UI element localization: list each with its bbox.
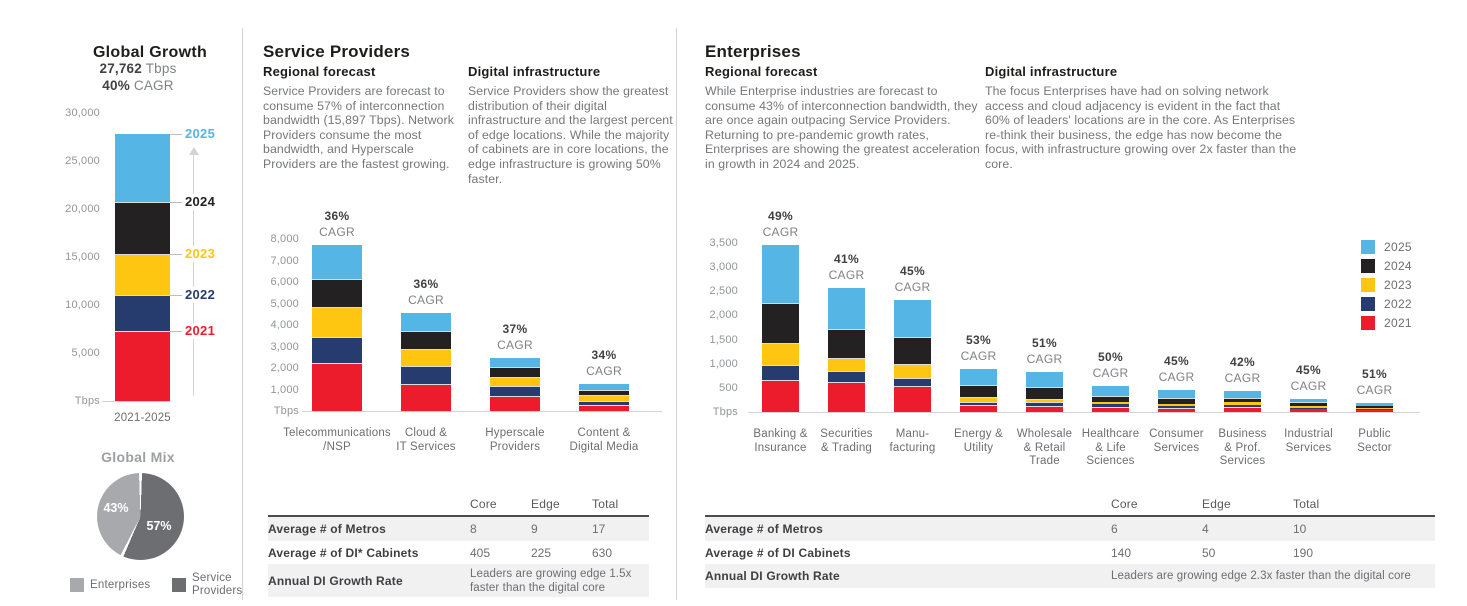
legend-item	[1361, 316, 1412, 330]
enterprises-chart-legend	[1361, 240, 1412, 330]
bar-segment-2021	[1224, 407, 1261, 412]
bandwidth-unit: Tbps	[145, 61, 177, 76]
category-label-line: Services	[1285, 441, 1332, 454]
legend-label: 2025	[1384, 240, 1412, 254]
row-label: Average # of Metros	[705, 522, 824, 536]
growth-rate-note: Leaders are growing edge 1.5x faster than the digital core	[470, 567, 632, 594]
year-tick	[170, 202, 182, 203]
y-axis-label: 3,000	[709, 261, 738, 274]
category-label	[1329, 428, 1421, 455]
bar-segment-2022	[490, 386, 540, 396]
bar-segment-2024	[401, 331, 451, 349]
legend-item	[172, 572, 250, 598]
bar-segment-2022	[1224, 405, 1261, 407]
legend-item	[1361, 297, 1412, 311]
global-mix-title: Global Mix	[101, 449, 175, 465]
bar-segment-2024	[960, 385, 997, 397]
bar-segment-2024	[312, 279, 362, 307]
bar-segment-2025	[401, 313, 451, 331]
bar-segment-2025	[115, 134, 170, 202]
cagr-percent: 36%	[413, 276, 439, 291]
y-axis-label: 1,500	[709, 333, 738, 346]
cagr-percent: 37%	[502, 321, 528, 336]
year-tick	[170, 134, 182, 135]
row-label: Annual DI Growth Rate	[268, 573, 403, 588]
bar-segment-2024	[828, 329, 865, 357]
cell-value: 8	[470, 522, 477, 536]
category-label-line: facturing	[889, 441, 936, 454]
bar-segment-2022	[1290, 408, 1327, 409]
cell-value: 405	[470, 545, 491, 560]
category-label-line: Industrial	[1284, 428, 1333, 440]
cagr-caption: CAGR	[828, 267, 865, 282]
category-label	[735, 428, 827, 455]
cagr-label	[1198, 354, 1288, 386]
ent-digital-infrastructure	[985, 64, 1300, 172]
col-header-edge: Edge	[531, 497, 560, 511]
cagr-label	[1132, 353, 1222, 385]
cagr-caption: CAGR	[960, 348, 997, 363]
bar-segment-2022	[762, 365, 799, 379]
col-header-total: Total	[1293, 497, 1320, 511]
cagr-label	[1066, 349, 1156, 381]
bar-segment-2021	[1356, 410, 1393, 412]
category-label-line: Business	[1218, 428, 1267, 440]
cagr-percent: 51%	[1032, 336, 1057, 351]
category-label-line: Content &	[577, 427, 631, 439]
bar-segment-2022	[1026, 402, 1063, 406]
bar-segment-2025	[312, 245, 362, 278]
legend-item	[1361, 259, 1412, 273]
bar-segment-2025	[762, 245, 799, 303]
category-label-line: & Trading	[820, 441, 873, 454]
sp-di-table	[268, 493, 649, 597]
category-label	[356, 427, 496, 454]
category-label	[1065, 428, 1157, 469]
year-tick	[170, 295, 182, 296]
year-tick	[170, 331, 182, 332]
cagr-caption: CAGR	[894, 280, 931, 295]
y-axis-label: 7,000	[270, 254, 299, 267]
table-row	[705, 564, 1435, 588]
category-label-line: IT Services	[396, 440, 456, 453]
category-label-line: Cloud &	[404, 427, 448, 439]
cagr-label	[470, 321, 560, 353]
category-label-line: Energy &	[954, 428, 1003, 440]
category-label-line: Securities	[820, 428, 873, 440]
cell-value: 140	[1111, 545, 1132, 560]
cell-value: 630	[592, 545, 613, 560]
bar-segment-2024	[1026, 387, 1063, 399]
bar-segment-2021	[894, 386, 931, 412]
y-axis-label: 2,000	[709, 309, 738, 322]
y-axis-label: 1,000	[270, 383, 299, 396]
category-label-line: Providers	[489, 440, 541, 453]
sp-digital-infrastructure	[468, 64, 673, 186]
cagr-label	[736, 208, 826, 240]
bar-segment-2021	[1290, 409, 1327, 412]
bar-segment-2024	[1224, 398, 1261, 402]
sp-digital-title: Digital infrastructure	[468, 64, 601, 79]
category-label-line: Sciences	[1086, 455, 1135, 467]
cagr-label	[934, 332, 1024, 364]
cagr-percent: 45%	[1164, 354, 1189, 369]
bar-segment-2022	[1356, 409, 1393, 410]
cagr-caption: CAGR	[1158, 370, 1195, 385]
global-mix-pie	[97, 473, 184, 560]
legend-item	[1361, 240, 1412, 254]
category-label-line: Insurance	[754, 441, 807, 454]
bar-segment-2022	[828, 371, 865, 382]
table-row	[705, 517, 1435, 541]
cagr-stat	[38, 77, 238, 94]
table-row	[268, 517, 649, 541]
pie-label-service-providers: 57%	[146, 519, 172, 533]
legend-label: 2023	[1384, 278, 1412, 292]
cell-value: 225	[531, 545, 552, 560]
cagr-percent: 41%	[834, 251, 859, 266]
table-body	[268, 517, 649, 597]
table-header-row	[268, 493, 649, 517]
cagr-caption: CAGR	[1290, 378, 1327, 393]
bar-segment-2024	[1158, 398, 1195, 403]
bar-segment-2023	[1224, 402, 1261, 405]
y-axis-label: 3,000	[270, 340, 299, 353]
bar-segment-2024	[762, 303, 799, 343]
sp-regional-forecast	[263, 64, 468, 172]
row-label: Average # of DI Cabinets	[705, 545, 851, 560]
bar-segment-2021	[401, 384, 451, 411]
ent-digital-title: Digital infrastructure	[985, 64, 1118, 79]
table-body	[705, 517, 1435, 588]
bar-segment-2024	[1092, 396, 1129, 402]
bar-segment-2024	[579, 390, 629, 394]
ent-regional-forecast	[705, 64, 983, 172]
global-mix-legend	[70, 572, 250, 598]
category-label	[999, 428, 1091, 469]
bar-segment-2022	[1092, 404, 1129, 407]
legend-swatch	[1361, 259, 1375, 273]
row-label: Annual DI Growth Rate	[705, 569, 840, 583]
growth-arrow-line	[193, 155, 194, 396]
cagr-caption: CAGR	[319, 225, 355, 240]
bar-segment-2025	[1356, 403, 1393, 406]
bar-segment-2024	[894, 337, 931, 364]
legend-label: 2024	[1384, 259, 1412, 273]
bar-segment-2022	[894, 378, 931, 385]
bar-segment-2022	[1158, 406, 1195, 408]
bar-segment-2022	[579, 401, 629, 405]
bar-segment-2025	[579, 384, 629, 390]
year-label-2024: 2024	[185, 194, 216, 210]
cagr-label	[292, 208, 382, 240]
y-axis-label: 10,000	[65, 299, 100, 311]
cagr-label: CAGR	[133, 78, 174, 93]
bar-segment-2021	[490, 396, 540, 411]
col-header-core: Core	[1111, 497, 1138, 511]
category-label	[267, 427, 407, 454]
y-axis-label: 500	[719, 381, 738, 394]
category-label	[801, 428, 893, 455]
y-axis-label: 6,000	[270, 276, 299, 288]
bar-segment-2021	[115, 331, 170, 401]
legend-swatch	[1361, 278, 1375, 292]
cagr-label	[1264, 362, 1354, 394]
row-label: Average # of DI* Cabinets	[268, 545, 419, 560]
bar-segment-2025	[1224, 391, 1261, 398]
category-label-line: Consumer	[1149, 428, 1204, 440]
category-label-line: Hyperscale	[485, 427, 545, 439]
bar-segment-2024	[1290, 402, 1327, 406]
row-label: Average # of Metros	[268, 522, 387, 536]
legend-label: Enterprises	[90, 578, 151, 591]
y-axis-label: 25,000	[65, 155, 100, 167]
y-axis-label: 20,000	[65, 203, 100, 215]
bar-segment-2021	[1026, 406, 1063, 412]
cagr-caption: CAGR	[762, 225, 799, 240]
legend-swatch	[1361, 316, 1375, 330]
bandwidth-value: 27,762	[99, 61, 142, 76]
cagr-percent: 50%	[1098, 349, 1123, 364]
global-growth-title: Global Growth	[92, 43, 208, 61]
legend-swatch	[1361, 297, 1375, 311]
legend-label: Service Providers	[192, 572, 243, 597]
legend-label: 2021	[1384, 316, 1412, 330]
category-label	[1197, 428, 1289, 469]
table-header-row	[705, 493, 1435, 517]
category-label-line: Utility	[963, 441, 994, 454]
y-axis-label: 5,000	[71, 347, 100, 359]
category-label-line: Healthcare	[1081, 428, 1140, 440]
cagr-caption: CAGR	[1356, 383, 1393, 398]
cagr-percent: 51%	[1362, 367, 1387, 382]
bar-segment-2022	[960, 402, 997, 406]
cagr-percent: 45%	[1296, 362, 1321, 377]
cagr-percent: 53%	[966, 332, 991, 347]
category-label-line: Sector	[1357, 441, 1392, 454]
y-axis-label: Tbps	[74, 395, 100, 407]
category-label-line: Digital Media	[569, 440, 639, 453]
global-stats	[38, 60, 238, 94]
bar-segment-2022	[115, 295, 170, 330]
cell-value: 9	[531, 522, 538, 536]
table-row	[268, 564, 649, 597]
cagr-caption: CAGR	[1224, 370, 1261, 385]
section-divider-right	[676, 28, 677, 600]
cagr-label	[802, 251, 892, 283]
bar-segment-2023	[490, 377, 540, 386]
category-label-line: Manu-	[895, 428, 930, 440]
category-label	[1131, 428, 1223, 455]
y-axis-label: 5,000	[270, 297, 299, 310]
bar-segment-2023	[1026, 399, 1063, 403]
bar-segment-2023	[401, 349, 451, 366]
pie-label-enterprises: 43%	[103, 501, 129, 515]
category-label-line: Public	[1358, 428, 1391, 440]
cell-value: 190	[1293, 545, 1314, 560]
y-axis-label: Tbps	[273, 405, 299, 417]
category-label-line: Services	[1153, 441, 1200, 454]
category-label-line: Banking &	[753, 428, 808, 440]
bar-segment-2025	[828, 288, 865, 330]
bar-segment-2023	[1290, 406, 1327, 408]
bar-segment-2025	[960, 369, 997, 386]
y-axis-label: 8,000	[270, 233, 299, 245]
cagr-caption: CAGR	[497, 337, 533, 352]
bar-segment-2023	[312, 307, 362, 338]
bar-segment-2021	[828, 382, 865, 412]
cagr-caption: CAGR	[1026, 352, 1063, 367]
bar-segment-2021	[312, 363, 362, 411]
category-label-line: Telecommunications	[283, 427, 391, 439]
y-axis-label: 2,500	[709, 285, 738, 298]
col-header-core: Core	[470, 497, 497, 511]
bar-segment-2023	[894, 364, 931, 378]
bar-segment-2023	[762, 343, 799, 365]
cagr-percent: 42%	[1230, 354, 1255, 369]
cagr-label	[381, 276, 471, 308]
y-axis-label: 3,500	[709, 237, 738, 249]
bar-segment-2021	[1158, 408, 1195, 412]
year-label-2022: 2022	[185, 287, 216, 303]
sp-regional-title: Regional forecast	[263, 64, 376, 79]
x-axis-line	[102, 401, 170, 402]
bar-segment-2021	[762, 380, 799, 412]
cagr-label	[559, 347, 649, 379]
x-axis-line	[748, 412, 1420, 413]
x-axis-line	[302, 411, 662, 412]
bar-segment-2023	[828, 358, 865, 372]
growth-arrow-head	[189, 147, 199, 155]
category-label-line: Trade	[1029, 455, 1060, 467]
category-label	[1263, 428, 1355, 455]
service-providers-heading: Service Providers	[263, 42, 411, 62]
cagr-percent: 36%	[324, 209, 350, 224]
cagr-caption: CAGR	[1092, 365, 1129, 380]
sp-digital-text: Service Providers show the greatest distribution of their digital infrastructure and the largest percent of edge locations. While the majority of cabinets are in core locations, the edge infrastructure is growing 50% faster.	[468, 84, 673, 186]
bar-segment-2025	[1092, 386, 1129, 396]
col-header-edge: Edge	[1202, 497, 1231, 511]
col-header-total: Total	[592, 497, 619, 511]
ent-di-table	[705, 493, 1435, 588]
table-row	[705, 541, 1435, 564]
table-row	[268, 541, 649, 564]
cagr-percent: 45%	[900, 264, 925, 279]
category-label	[445, 427, 585, 454]
category-label	[534, 427, 674, 454]
year-label-2025: 2025	[185, 126, 216, 142]
bandwidth-stat	[38, 60, 238, 77]
cell-value: 17	[592, 522, 606, 536]
y-axis-label: 15,000	[65, 251, 100, 263]
ent-regional-title: Regional forecast	[705, 64, 818, 79]
y-axis-label: 30,000	[65, 107, 100, 119]
category-label	[867, 428, 959, 455]
legend-label: 2022	[1384, 297, 1412, 311]
legend-swatch	[172, 578, 186, 592]
bar-segment-2025	[1026, 372, 1063, 387]
cagr-caption: CAGR	[408, 292, 444, 307]
bar-segment-2024	[1356, 406, 1393, 409]
category-label-line: & Prof.	[1224, 441, 1261, 454]
cell-value: 6	[1111, 522, 1118, 536]
category-label-line: /NSP	[323, 440, 351, 453]
bar-segment-2025	[894, 300, 931, 337]
legend-swatch	[70, 578, 84, 592]
year-tick	[170, 254, 182, 255]
bar-segment-2022	[401, 366, 451, 384]
bar-segment-2023	[1092, 402, 1129, 405]
cagr-label	[1000, 335, 1090, 367]
bar-segment-2023	[960, 397, 997, 402]
y-axis-label: 1,000	[709, 357, 738, 370]
bar-segment-2021	[960, 405, 997, 412]
enterprises-heading: Enterprises	[705, 42, 801, 62]
bar-segment-2024	[115, 202, 170, 253]
category-label-line: Services	[1219, 455, 1266, 467]
year-label-2023: 2023	[185, 245, 216, 261]
bar-segment-2025	[490, 358, 540, 367]
category-label-line: Wholesale	[1016, 428, 1073, 440]
y-axis-label: 4,000	[270, 319, 299, 331]
bar-segment-2021	[1092, 407, 1129, 412]
cagr-caption: CAGR	[586, 363, 622, 378]
bar-segment-2024	[490, 367, 540, 377]
legend-item	[70, 572, 150, 598]
sp-regional-text: Service Providers are forecast to consume 57% of interconnection bandwidth (15,897 Tbps). Network Providers consume the most bandwidth, and Hyperscale Providers are the fastest growing.	[263, 84, 454, 171]
bar-segment-2021	[579, 405, 629, 411]
legend-swatch	[1361, 240, 1375, 254]
y-axis-label: 2,000	[270, 362, 299, 374]
bar-segment-2025	[1290, 399, 1327, 403]
legend-item	[1361, 278, 1412, 292]
cell-value: 50	[1202, 545, 1216, 560]
year-label-2021: 2021	[185, 322, 216, 338]
y-axis-label: Tbps	[712, 406, 738, 418]
cagr-percent: 49%	[768, 209, 793, 224]
ent-regional-text: While Enterprise industries are forecast to consume 43% of interconnection bandwidth, they are once again outpacing Service Providers. Returning to pre-pandemic growth rates, Enterprises are showing the greatest acceleration in growth in 2024 and 2025.	[705, 84, 980, 171]
bar-segment-2023	[115, 254, 170, 296]
bar-segment-2023	[1158, 404, 1195, 407]
bar-segment-2023	[579, 395, 629, 401]
section-divider-left	[242, 28, 243, 600]
cagr-value: 40%	[102, 78, 130, 93]
growth-rate-note: Leaders are growing edge 2.3x faster than the digital core	[1111, 570, 1411, 582]
category-label-line: & Retail	[1023, 441, 1066, 454]
cagr-label	[868, 263, 958, 295]
cagr-label	[1330, 366, 1420, 398]
ent-digital-text: The focus Enterprises have had on solving network access and cloud adjacency is evident in the fact that 60% of leaders' locations are in the core. As Enterprises re-think their business, the edge has now become the focus, with infrastructure growing over 2x faster than the core.	[985, 84, 1297, 171]
category-label-line: & Life	[1095, 441, 1126, 454]
global-chart-xlabel: 2021-2025	[114, 412, 171, 424]
cagr-percent: 34%	[591, 347, 617, 362]
cell-value: 10	[1293, 522, 1307, 536]
bar-segment-2022	[312, 337, 362, 363]
bar-segment-2023	[1356, 408, 1393, 409]
bar-segment-2025	[1158, 390, 1195, 398]
cell-value: 4	[1202, 522, 1209, 536]
category-label	[933, 428, 1025, 455]
